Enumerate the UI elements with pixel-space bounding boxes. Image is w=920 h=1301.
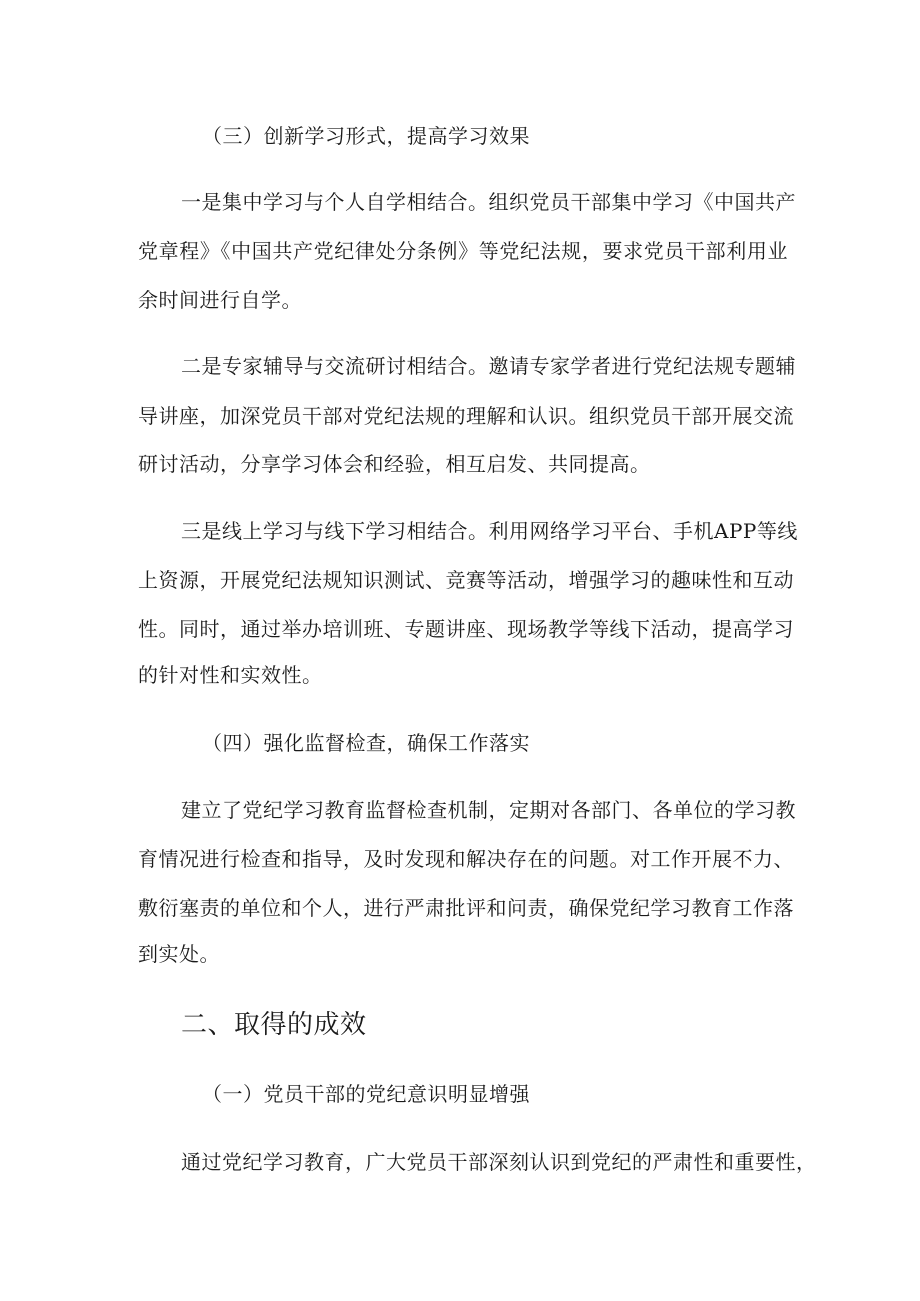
paragraph-line: 通过党纪学习教育，广大党员干部深刻认识到党纪的严肃性和重要性， [181, 1150, 817, 1174]
paragraph-line: 建立了党纪学习教育监督检查机制，定期对各部门、各单位的学习教 [181, 798, 796, 822]
paragraph-line: 二是专家辅导与交流研讨相结合。邀请专家学者进行党纪法规专题辅 [181, 354, 796, 378]
paragraph-line: 导讲座，加深党员干部对党纪法规的理解和认识。组织党员干部开展交流 [138, 404, 794, 428]
paragraph-line: 敷衍塞责的单位和个人，进行严肃批评和问责，确保党纪学习教育工作落 [138, 896, 794, 920]
paragraph-line: 育情况进行检查和指导，及时发现和解决存在的问题。对工作开展不力、 [138, 847, 794, 871]
part-heading-achievements: 二、取得的成效 [181, 1010, 367, 1040]
section-heading-strengthen-supervision: （四）强化监督检查，确保工作落实 [202, 731, 530, 755]
section-heading-discipline-awareness: （一）党员干部的党纪意识明显增强 [202, 1082, 530, 1106]
paragraph-line: 余时间进行自学。 [138, 288, 302, 312]
paragraph-line: 的针对性和实效性。 [138, 663, 323, 687]
paragraph-line: 到实处。 [138, 942, 220, 966]
paragraph-line: 一是集中学习与个人自学相结合。组织党员干部集中学习《中国共产 [181, 190, 796, 214]
paragraph-line: 上资源，开展党纪法规知识测试、竞赛等活动，增强学习的趣味性和互动 [138, 568, 794, 592]
paragraph-line: 党章程》《中国共产党纪律处分条例》等党纪法规，要求党员干部利用业 [138, 239, 788, 263]
paragraph-line: 研讨活动，分享学习体会和经验，相互启发、共同提高。 [138, 452, 651, 476]
section-heading-innovate-learning: （三）创新学习形式，提高学习效果 [202, 124, 530, 148]
paragraph-line: 性。同时，通过举办培训班、专题讲座、现场教学等线下活动，提高学习 [138, 617, 794, 641]
paragraph-line: 三是线上学习与线下学习相结合。利用网络学习平台、手机APP等线 [181, 519, 798, 543]
